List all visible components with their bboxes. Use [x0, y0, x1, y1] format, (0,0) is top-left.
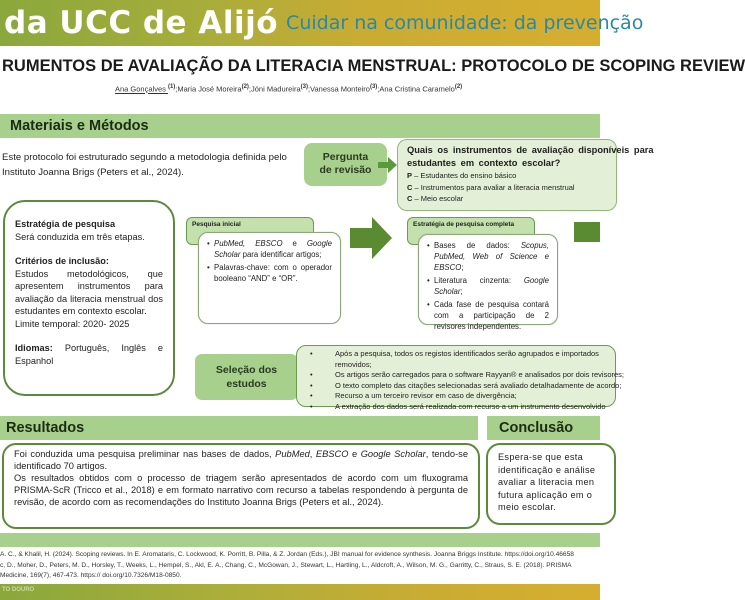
criteria-box: [3, 200, 175, 396]
italic-text: EBSCO: [315, 449, 349, 459]
header-banner: [0, 0, 644, 46]
author-affiliation: (1): [167, 84, 176, 90]
conclusion-heading: Conclusão: [487, 416, 600, 440]
pico-item: [407, 182, 607, 194]
list-item: [427, 299, 549, 332]
pico-text: – Estudantes do ensino básico: [412, 171, 517, 180]
list-item: • Recurso a um terceiro revisor em caso de divergência;: [307, 391, 615, 402]
stage-card-full-search: [418, 234, 558, 331]
plain-text: Cada fase de pesquisa contará com a participação de 2 revisores independentes.: [434, 300, 549, 331]
results-paragraph-2: Os resultados obtidos com o processo de triagem serão apresentados de acordo com um fluxograma PRISMA-ScR (Tricco et al., 2018) e em formato narrativo com recurso a tabelas respondendo à pergunta de revisão, de acordo com as recomendações do Instituto Joanna Brigs (Peters et al., 2024).: [14, 473, 468, 507]
pico-item: [407, 170, 607, 182]
list-item: • Os artigos serão carregados para o software Rayyan® e analisados por dois revisores;: [307, 370, 615, 381]
conclusion-line: avaliar a literacia men: [498, 477, 595, 487]
plain-text: Literatura cinzenta:: [434, 276, 524, 285]
author-list: [115, 84, 462, 94]
italic-text: Google Scholar: [434, 276, 549, 296]
plain-text: para identificar artigos;: [240, 250, 322, 259]
plain-text: ;: [461, 263, 464, 272]
methods-heading: Materiais e Métodos: [0, 114, 600, 138]
conclusion-line: meio escolar.: [498, 502, 557, 512]
pico-item: [407, 193, 607, 205]
list-item: • O texto completo das citações selecionadas será avaliado detalhadamente de acordo;: [307, 381, 615, 392]
list-item: [207, 238, 332, 260]
footer-banner: [0, 584, 600, 600]
author-name: ;Maria José Moreira: [175, 84, 242, 94]
results-heading: Resultados: [0, 416, 478, 440]
stage-tab-full-search: Estratégia de pesquisa completa: [407, 217, 535, 245]
italic-text: Google Scholar: [214, 239, 333, 259]
languages: [15, 342, 163, 367]
list-item: [427, 240, 549, 273]
conclusion-line: futura aplicação em o: [498, 489, 593, 500]
list-item: • Após a pesquisa, todos os registos identificados serão agrupados e importados: [307, 349, 615, 360]
pico-key: C: [407, 182, 413, 192]
list-item-continuation: removidos;: [335, 359, 372, 369]
review-question-label: [304, 143, 387, 186]
author-affiliation: (3): [369, 84, 378, 90]
pico-key: C: [407, 194, 413, 203]
list-item: [207, 262, 332, 284]
author-affiliation: (2): [454, 84, 463, 90]
plain-text: Palavras-chave: com o operador booleano “AND” e “OR”.: [214, 263, 332, 283]
arrow-right-icon: [350, 217, 392, 259]
review-question-text: Quais os instrumentos de avaliação disponíveis para: [407, 145, 654, 155]
languages-text: Português, Inglês e Espanhol: [15, 343, 163, 366]
banner-subtitle: Cuidar na comunidade: da prevenção: [286, 12, 644, 34]
pico-text: – Meio escolar: [412, 194, 464, 203]
references-heading-bar: [0, 533, 600, 547]
text: ,: [309, 449, 316, 459]
text: e: [348, 449, 361, 459]
review-question-box: [397, 139, 654, 211]
results-box: [2, 443, 480, 529]
strategy-title: Estratégia de pesquisa: [15, 219, 116, 229]
selection-label: [195, 354, 298, 400]
inclusion-title: Critérios de inclusão:: [15, 256, 109, 266]
pico-key: P: [407, 171, 413, 180]
author-affiliation: (3): [300, 84, 308, 90]
author-affiliation: (2): [241, 84, 249, 90]
arrow-right-icon: [574, 222, 600, 242]
plain-text: Bases de dados:: [434, 241, 521, 250]
reference-line: A. C., & Khalil, H. (2024). Scoping reviews. In E. Aromataris, C. Lockwood, K. Porritt, B. Pilla, & Z. Jordan (Eds.), JBI manual for evidence synthesis. Joanna Briggs Institute. https://doi.org/10.46658: [0, 551, 574, 558]
methods-intro: Este protocolo foi estruturado segundo a metodologia definida pelo Instituto Joanna Brigs (Peters et al., 2024).: [2, 152, 287, 178]
author-name: ;Jóni Madureira: [248, 84, 301, 94]
inclusion-text: Estudos metodológicos, que apresentem instrumentos para avaliação da literacia menstrual dos estudantes em contexto escolar.: [15, 268, 163, 316]
arrow-right-icon: [378, 157, 398, 173]
conclusion-line: Espera-se que esta: [498, 452, 584, 462]
list-item: [427, 275, 549, 297]
plain-text: e: [282, 239, 307, 248]
reference-line: Medicine, 169(7), 467-473. https:// doi.org/10.7326/M18-0850.: [0, 572, 182, 579]
label-line: Pergunta: [322, 151, 369, 163]
stage-card-initial-search: [198, 232, 341, 324]
italic-text: PubMed, EBSCO: [214, 239, 283, 248]
footer-text: TO DOURO: [2, 587, 35, 593]
list-item: • A extração dos dados será realizada com recurso a um instrumento desenvolvido: [307, 402, 615, 413]
label-line: de revisão: [319, 164, 372, 176]
plain-text: ;: [460, 287, 463, 296]
italic-text: Google Scholar: [360, 449, 426, 459]
languages-label: Idiomas:: [15, 343, 53, 353]
label-line: estudos: [226, 378, 267, 390]
time-limit: Limite temporal: 2020- 2025: [15, 318, 130, 329]
poster-title: RUMENTOS DE AVALIAÇÃO DA LITERACIA MENSTRUAL: PROTOCOLO DE SCOPING REVIEW: [2, 57, 745, 75]
review-question-text-line2: estudantes em contexto escolar?: [407, 158, 561, 168]
author-name: ;Vanessa Monteiro: [307, 84, 370, 94]
text: , tendo-se identificado 70 artigos.: [14, 449, 469, 471]
conclusion-box: [486, 443, 616, 525]
pico-text: – Instrumentos para avaliar a literacia menstrual: [412, 182, 575, 192]
results-paragraph-1: [14, 448, 468, 472]
stage-tab-initial-search: Pesquisa inicial: [186, 217, 314, 245]
reference-line: c, D., Moher, D., Peters, M. D., Horsley, T., Weeks, L., Hempel, S., Akl, E. A., Chang, C., McGowan, J., Stewart, L., Hartling, L., Aldcroft, A., Wilson, M. G., Garritty, C., Straus, S. E. (2018). PRISMA: [0, 561, 572, 569]
italic-text: Scopus, PubMed, Web of Science e EBSCO: [434, 241, 549, 272]
conclusion-line: identificação e análise: [498, 464, 596, 475]
strategy-text: Será conduzida em três etapas.: [15, 231, 145, 242]
italic-text: PubMed: [275, 449, 310, 459]
label-line: Seleção dos: [215, 364, 278, 376]
banner-title: da UCC de Alijó: [4, 5, 279, 41]
author-name: Ana Gonçalves: [115, 84, 168, 94]
references: [0, 550, 640, 582]
text: Foi conduzida uma pesquisa preliminar nas bases de dados,: [14, 449, 276, 459]
selection-box: [296, 345, 625, 411]
author-name: ;Ana Cristina Caramelo: [377, 84, 455, 94]
